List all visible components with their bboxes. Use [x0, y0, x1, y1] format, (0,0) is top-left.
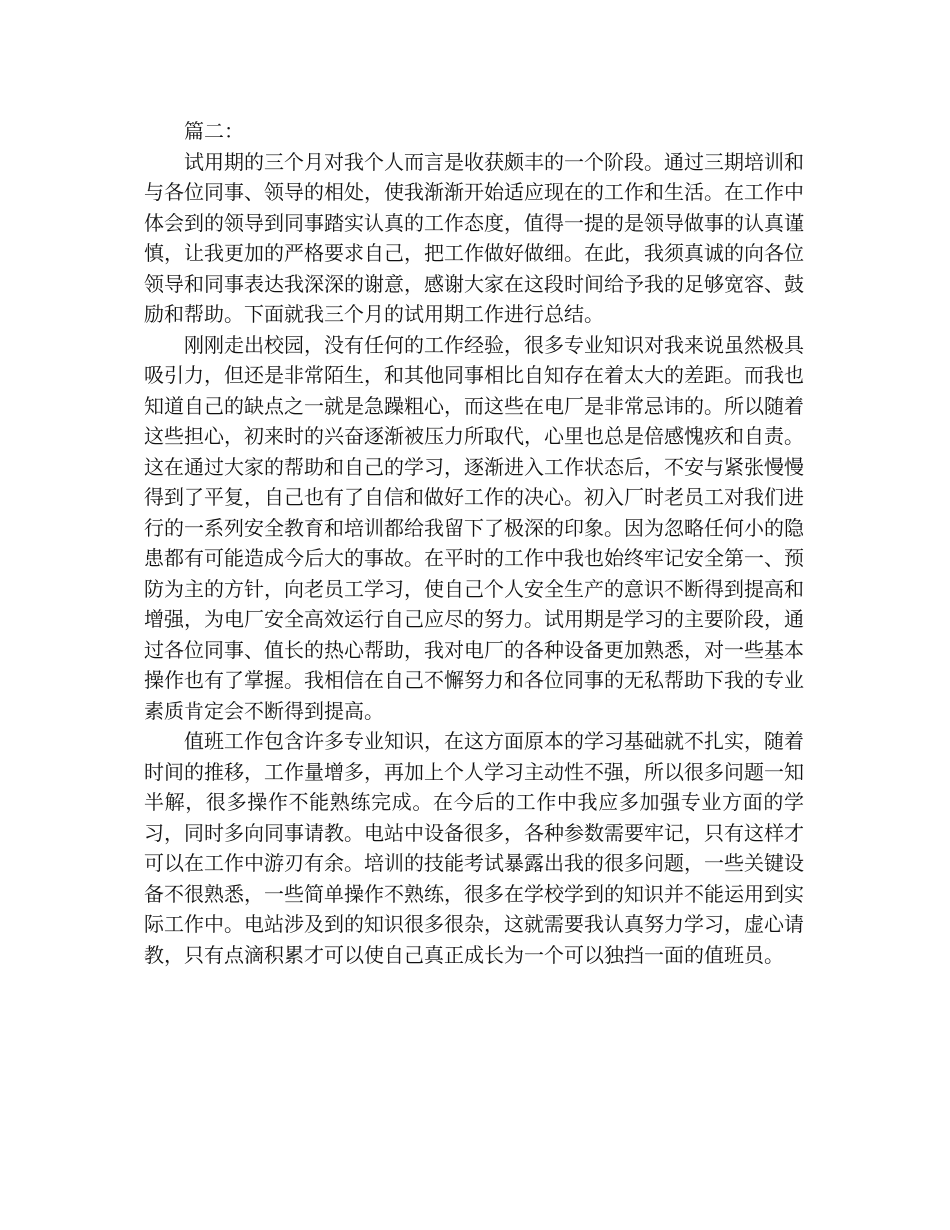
document-body: [144, 116, 804, 970]
paragraph-1: 试用期的三个月对我个人而言是收获颇丰的一个阶段。通过三期培训和与各位同事、领导的相处，使我渐渐开始适应现在的工作和生活。在工作中体会到的领导到同事踏实认真的工作态度，值得一提的是领导做事的认真谨慎，让我更加的严格要求自己，把工作做好做细。在此，我须真诚的向各位领导和同事表达我深深的谢意，感谢大家在这段时间给予我的足够宽容、鼓励和帮助。下面就我三个月的试用期工作进行总结。: [144, 149, 804, 326]
section-heading: 篇二：: [184, 119, 244, 143]
paragraph-3: 值班工作包含许多专业知识，在这方面原本的学习基础就不扎实，随着时间的推移，工作量增多，再加上个人学习主动性不强，所以很多问题一知半解，很多操作不能熟练完成。在今后的工作中我应多加强专业方面的学习，同时多向同事请教。电站中设备很多，各种参数需要牢记，只有这样才可以在工作中游刃有余。培训的技能考试暴露出我的很多问题，一些关键设备不很熟悉，一些简单操作不熟练，很多在学校学到的知识并不能运用到实际工作中。电站涉及到的知识很多很杂，这就需要我认真努力学习，虚心请教，只有点滴积累才可以使自己真正成长为一个可以独挡一面的值班员。: [144, 729, 804, 967]
paragraph-2: 刚刚走出校园，没有任何的工作经验，很多专业知识对我来说虽然极具吸引力，但还是非常陌生，和其他同事相比自知存在着太大的差距。而我也知道自己的缺点之一就是急躁粗心，而这些在电厂是非常忌讳的。所以随着这些担心，初来时的兴奋逐渐被压力所取代，心里也总是倍感愧疚和自责。这在通过大家的帮助和自己的学习，逐渐进入工作状态后，不安与紧张慢慢得到了平复，自己也有了自信和做好工作的决心。初入厂时老员工对我们进行的一系列安全教育和培训都给我留下了极深的印象。因为忽略任何小的隐患都有可能造成今后大的事故。在平时的工作中我也始终牢记安全第一、预防为主的方针，向老员工学习，使自己个人安全生产的意识不断得到提高和增强，为电厂安全高效运行自己应尽的努力。试用期是学习的主要阶段，通过各位同事、值长的热心帮助，我对电厂的各种设备更加熟悉，对一些基本操作也有了掌握。我相信在自己不懈努力和各位同事的无私帮助下我的专业素质肯定会不断得到提高。: [144, 332, 804, 723]
